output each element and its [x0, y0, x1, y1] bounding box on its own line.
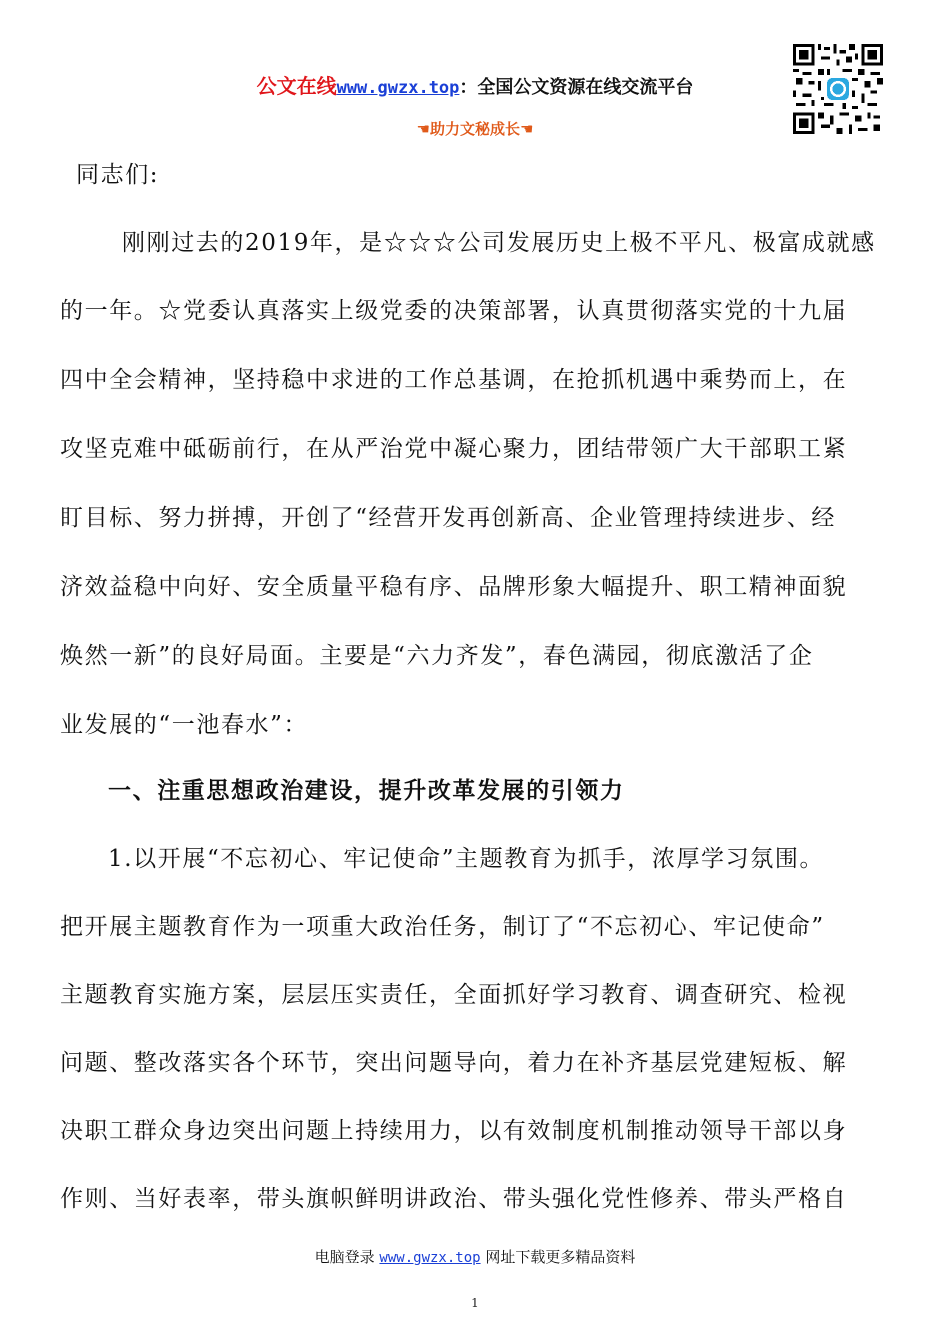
salutation: 同志们:	[76, 162, 160, 188]
section-heading: 一、注重思想政治建设，提升改革发展的引领力	[108, 778, 625, 804]
footer-link[interactable]: www.gwzx.top	[379, 1250, 481, 1266]
item-line: 问题、整改落实各个环节，突出问题导向，着力在补齐基层党建短板、解	[60, 1050, 848, 1076]
qr-code-icon	[793, 44, 883, 134]
item-line: 把开展主题教育作为一项重大政治任务，制订了“不忘初心、牢记使命”	[60, 914, 825, 940]
page-number: 1	[471, 1296, 479, 1310]
paragraph-line: 焕然一新”的良好局面。主要是“六力齐发”，春色满园，彻底激活了企	[60, 643, 814, 669]
item-line: 主题教育实施方案，层层压实责任，全面抓好学习教育、调查研究、检视	[60, 982, 848, 1008]
item-line: 作则、当好表率，带头旗帜鲜明讲政治、带头强化党性修养、带头严格自	[60, 1186, 848, 1212]
item-line: 1.以开展“不忘初心、牢记使命”主题教育为抓手，浓厚学习氛围。	[108, 846, 825, 872]
footer-suffix: 网址下载更多精品资料	[485, 1248, 636, 1266]
paragraph-line: 盯目标、努力拼搏，开创了“经营开发再创新高、企业管理持续进步、经	[60, 505, 836, 531]
brand-name: 公文在线	[256, 74, 337, 98]
paragraph-line: 业发展的“一池春水”：	[60, 712, 309, 738]
site-link[interactable]: www.gwzx.top	[336, 78, 460, 98]
page-footer	[0, 1246, 950, 1267]
item-line: 决职工群众身边突出问题上持续用力，以有效制度机制推动领导干部以身	[60, 1118, 848, 1144]
paragraph-line: 刚刚过去的2019年，是☆☆☆公司发展历史上极不平凡、极富成就感	[122, 230, 876, 256]
paragraph-line: 四中全会精神，坚持稳中求进的工作总基调，在抢抓机遇中乘势而上，在	[60, 367, 848, 393]
paragraph-line: 攻坚克难中砥砺前行，在从严治党中凝心聚力，团结带领广大干部职工紧	[60, 436, 848, 462]
header-line	[256, 74, 694, 98]
header-tagline: 全国公文资源在线交流平台	[477, 77, 694, 98]
footer-prefix: 电脑登录	[314, 1248, 375, 1266]
paragraph-line: 的一年。☆党委认真落实上级党委的决策部署，认真贯彻落实党的十九届	[60, 298, 848, 324]
header-separator: ：	[459, 77, 478, 98]
paragraph-line: 济效益稳中向好、安全质量平稳有序、品牌形象大幅提升、职工精神面貌	[60, 574, 848, 600]
header-slogan: ☚助力文秘成长☚	[416, 120, 534, 138]
